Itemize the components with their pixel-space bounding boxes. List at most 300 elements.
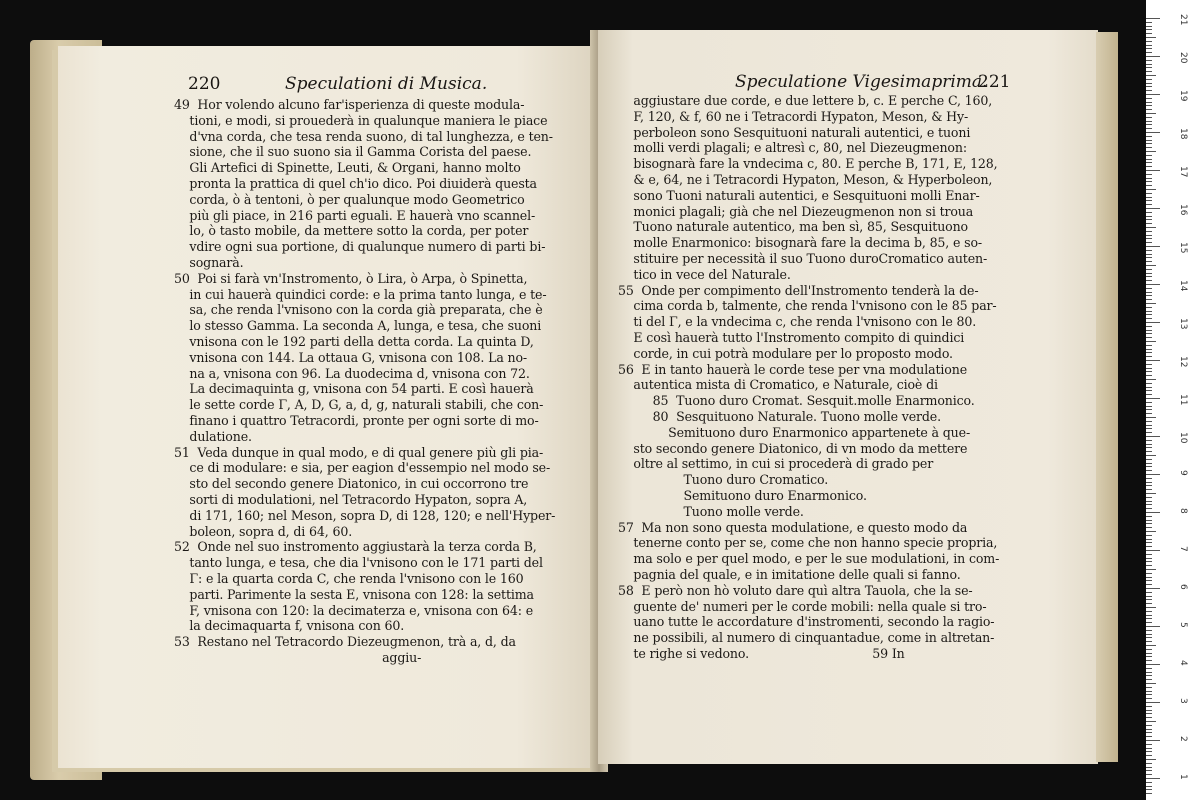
left-line: na a, vnisona con 96. La duodecima d, vnisona con 72. — [174, 365, 530, 381]
left-line: più gli piace, in 216 parti eguali. E hauerà vno scannel- — [174, 207, 536, 223]
left-line: 50 Poi si farà vn'Instromento, ò Lira, ò Arpa, ò Spinetta, — [174, 270, 528, 286]
ruler-tick — [1146, 451, 1152, 452]
left-line: parti. Parimente la sesta E, vnisona con 128: la settima — [174, 586, 534, 602]
right-line: Tuono duro Cromatico. — [618, 472, 829, 488]
ruler-tick — [1146, 33, 1152, 34]
ruler-tick — [1146, 531, 1156, 532]
ruler-tick — [1146, 238, 1152, 239]
ruler-tick — [1146, 41, 1152, 42]
ruler-tick — [1146, 56, 1160, 57]
left-line: F, vnisona con 120: la decimaterza e, vnisona con 64: e — [174, 602, 534, 618]
right-line: tenerne conto per se, come che non hanno specie propria, — [618, 535, 998, 551]
right-line: molle Enarmonico: bisognarà fare la decima b, 85, e so- — [618, 235, 983, 251]
ruler-tick — [1146, 421, 1152, 422]
left-line: dulatione. — [174, 428, 252, 444]
ruler-tick — [1146, 178, 1152, 179]
right-line: stituire per necessità il suo Tuono duroCromatico auten- — [618, 250, 988, 266]
ruler-tick — [1146, 349, 1152, 350]
left-line: tanto lunga, e tesa, che dia l'vnisono con le 171 parti del — [174, 555, 543, 571]
ruler-tick — [1146, 265, 1156, 266]
ruler-tick — [1146, 90, 1152, 91]
ruler-tick — [1146, 86, 1152, 87]
ruler-tick — [1146, 535, 1152, 536]
ruler-tick — [1146, 318, 1152, 319]
left-page-text — [174, 97, 555, 666]
right-line: tico in vece del Naturale. — [618, 266, 791, 282]
ruler-tick — [1146, 687, 1152, 688]
ruler-tick — [1146, 713, 1152, 714]
ruler-tick — [1146, 520, 1152, 521]
ruler-tick — [1146, 729, 1152, 730]
ruler-tick — [1146, 645, 1156, 646]
ruler-tick — [1146, 622, 1152, 623]
ruler-tick — [1146, 303, 1156, 304]
ruler-tick — [1146, 691, 1152, 692]
left-line: 52 Onde nel suo instromento aggiustarà la terza corda B, — [174, 539, 537, 555]
ruler-tick — [1146, 371, 1152, 372]
ruler-tick — [1146, 679, 1152, 680]
ruler-tick — [1146, 675, 1152, 676]
right-line: E così hauerà tutto l'Instromento compito di quindici — [618, 329, 965, 345]
left-line: finano i quattro Tetracordi, pronte per ogni sorte di mo- — [174, 412, 539, 428]
ruler-tick — [1146, 683, 1156, 684]
ruler-label: 14 — [1178, 280, 1188, 292]
ruler-tick — [1146, 413, 1152, 414]
ruler-tick — [1146, 717, 1152, 718]
ruler-tick — [1146, 436, 1160, 437]
ruler-tick — [1146, 136, 1152, 137]
ruler-tick — [1146, 653, 1152, 654]
right-line: 57 Ma non sono questa modulatione, e questo modo da — [618, 519, 968, 535]
ruler-tick — [1146, 375, 1152, 376]
ruler-label: 6 — [1178, 584, 1188, 590]
left-line: di 171, 160; nel Meson, sopra D, di 128, 120; e nell'Hyper- — [174, 507, 556, 523]
left-line: 49 Hor volendo alcuno far'isperienza di queste modula- — [174, 97, 525, 112]
ruler-label: 4 — [1178, 660, 1188, 666]
ruler-tick — [1146, 626, 1160, 627]
ruler-tick — [1146, 409, 1152, 410]
ruler-tick — [1146, 740, 1160, 741]
ruler-label: 17 — [1178, 166, 1188, 178]
left-line: Gli Artefici di Spinette, Leuti, & Organi, hanno molto — [174, 160, 521, 176]
ruler-tick — [1146, 98, 1152, 99]
ruler-tick — [1146, 755, 1152, 756]
ruler-tick — [1146, 208, 1160, 209]
ruler-tick — [1146, 588, 1160, 589]
ruler-tick — [1146, 767, 1152, 768]
ruler-tick — [1146, 470, 1152, 471]
ruler-tick — [1146, 660, 1152, 661]
ruler-tick — [1146, 273, 1152, 274]
ruler-tick — [1146, 508, 1152, 509]
ruler-tick — [1146, 793, 1152, 794]
ruler-tick — [1146, 702, 1160, 703]
right-line: & e, 64, ne i Tetracordi Hypaton, Meson, & Hyperboleon, — [618, 171, 993, 187]
ruler-tick — [1146, 634, 1152, 635]
ruler-label: 10 — [1178, 432, 1188, 444]
ruler-tick — [1146, 216, 1152, 217]
right-line: cima corda b, talmente, che renda l'vnisono con le 85 par- — [618, 298, 997, 314]
right-line: Semituono duro Enarmonico. — [618, 487, 867, 503]
ruler-tick — [1146, 124, 1152, 125]
ruler-tick — [1146, 284, 1160, 285]
ruler-tick — [1146, 94, 1160, 95]
ruler-tick — [1146, 778, 1160, 779]
ruler-tick — [1146, 235, 1152, 236]
ruler-tick — [1146, 493, 1156, 494]
ruler-tick — [1146, 394, 1152, 395]
ruler-tick — [1146, 109, 1152, 110]
left-running-head: Speculationi di Musica. — [285, 74, 488, 94]
ruler-label: 9 — [1178, 470, 1188, 476]
ruler-tick — [1146, 550, 1160, 551]
ruler-tick — [1146, 326, 1152, 327]
ruler-tick — [1146, 197, 1152, 198]
ruler-tick — [1146, 193, 1152, 194]
ruler-tick — [1146, 751, 1152, 752]
ruler-tick — [1146, 770, 1152, 771]
ruler-tick — [1146, 314, 1152, 315]
ruler-tick — [1146, 474, 1160, 475]
ruler-tick — [1146, 478, 1152, 479]
right-line: Tuono naturale autentico, ma ben sì, 85, Sesquituono — [618, 219, 968, 235]
ruler-tick — [1146, 402, 1152, 403]
right-line: monici plagali; già che nel Diezeugmenon non si troua — [618, 203, 974, 219]
ruler-tick — [1146, 29, 1152, 30]
right-line: sono Tuoni naturali autentici, e Sesquituoni molli Enar- — [618, 187, 980, 203]
left-line: sione, che il suo suono sia il Gamma Corista del paese. — [174, 144, 532, 160]
ruler-tick — [1146, 352, 1152, 353]
ruler-tick — [1146, 128, 1152, 129]
ruler-tick — [1146, 322, 1160, 323]
ruler-tick — [1146, 539, 1152, 540]
ruler-tick — [1146, 406, 1152, 407]
ruler-tick — [1146, 523, 1152, 524]
ruler-tick — [1146, 276, 1152, 277]
ruler-tick — [1146, 45, 1152, 46]
ruler-tick — [1146, 356, 1152, 357]
left-line: corda, ò à tentoni, ò per qualunque modo Geometrico — [174, 191, 525, 207]
ruler-tick — [1146, 299, 1152, 300]
ruler-tick — [1146, 341, 1156, 342]
ruler-tick — [1146, 113, 1156, 114]
right-line: te righe si vedono. 59 In — [618, 645, 905, 661]
right-line: 58 E però non hò voluto dare quì altra Tauola, che la se- — [618, 582, 973, 598]
ruler-tick — [1146, 603, 1152, 604]
right-line: molli verdi plagali; e altresì c, 80, nel Diezeugmenon: — [618, 140, 967, 156]
ruler-label: 8 — [1178, 508, 1188, 514]
ruler-tick — [1146, 189, 1156, 190]
ruler-tick — [1146, 596, 1152, 597]
ruler-tick — [1146, 60, 1152, 61]
ruler-tick — [1146, 219, 1152, 220]
ruler-tick — [1146, 246, 1160, 247]
left-line: vnisona con le 192 parti della detta corda. La quinta D, — [174, 333, 534, 349]
left-line: lo stesso Gamma. La seconda A, lunga, e tesa, che suoni — [174, 318, 542, 334]
ruler-tick — [1146, 615, 1152, 616]
ruler-tick — [1146, 584, 1152, 585]
ruler-tick — [1146, 159, 1152, 160]
ruler-tick — [1146, 379, 1156, 380]
ruler-tick — [1146, 337, 1152, 338]
ruler-tick — [1146, 383, 1152, 384]
left-line: sorti di modulationi, nel Tetracordo Hypaton, sopra A, — [174, 491, 528, 507]
ruler-tick — [1146, 52, 1152, 53]
right-line: 56 E in tanto hauerà le corde tese per vna modulatione — [618, 361, 967, 377]
ruler-tick — [1146, 668, 1152, 669]
ruler-tick — [1146, 242, 1152, 243]
left-line: aggiu- — [174, 649, 422, 665]
ruler-tick — [1146, 151, 1156, 152]
ruler-label: 16 — [1178, 204, 1188, 216]
ruler-tick — [1146, 786, 1152, 787]
ruler-tick — [1146, 162, 1152, 163]
ruler-label: 19 — [1178, 90, 1188, 102]
ruler-tick — [1146, 782, 1152, 783]
right-page-number: 221 — [978, 72, 1011, 92]
ruler-tick — [1146, 561, 1152, 562]
ruler-tick — [1146, 748, 1152, 749]
left-line: pronta la prattica di quel ch'io dico. Poi diuiderà questa — [174, 175, 537, 191]
ruler-tick — [1146, 501, 1152, 502]
ruler-tick — [1146, 573, 1152, 574]
ruler-tick — [1146, 105, 1152, 106]
ruler-tick — [1146, 200, 1152, 201]
ruler-tick — [1146, 37, 1156, 38]
right-line: aggiustare due corde, e due lettere b, c. E perche C, 160, — [618, 93, 993, 108]
ruler-label: 12 — [1178, 356, 1188, 368]
ruler-tick — [1146, 744, 1152, 745]
ruler-tick — [1146, 565, 1152, 566]
ruler-tick — [1146, 447, 1152, 448]
left-line: 51 Veda dunque in qual modo, e di qual genere più gli pia- — [174, 444, 544, 460]
ruler-tick — [1146, 22, 1152, 23]
ruler-tick — [1146, 155, 1152, 156]
ruler-tick — [1146, 185, 1152, 186]
ruler-tick — [1146, 67, 1152, 68]
ruler-tick — [1146, 485, 1152, 486]
ruler-tick — [1146, 618, 1152, 619]
ruler-label: 13 — [1178, 318, 1188, 330]
ruler-label: 21 — [1178, 14, 1188, 26]
ruler-tick — [1146, 466, 1152, 467]
left-line: sto del secondo genere Diatonico, in cui occorrono tre — [174, 476, 529, 492]
right-line: autentica mista di Cromatico, e Naturale, cioè di — [618, 377, 938, 393]
ruler-tick — [1146, 425, 1152, 426]
ruler-label: 18 — [1178, 128, 1188, 140]
ruler-tick — [1146, 542, 1152, 543]
right-line: pagnia del quale, e in imitatione delle quali si fanno. — [618, 566, 961, 582]
ruler-tick — [1146, 417, 1156, 418]
right-line: 55 Onde per compimento dell'Instromento tenderà la de- — [618, 282, 979, 298]
ruler-tick — [1146, 546, 1152, 547]
ruler-tick — [1146, 261, 1152, 262]
ruler-tick — [1146, 174, 1152, 175]
ruler-tick — [1146, 166, 1152, 167]
ruler-tick — [1146, 223, 1152, 224]
ruler-tick — [1146, 516, 1152, 517]
ruler-tick — [1146, 656, 1152, 657]
ruler-tick — [1146, 307, 1152, 308]
ruler-tick — [1146, 664, 1160, 665]
ruler-tick — [1146, 592, 1152, 593]
ruler-tick — [1146, 257, 1152, 258]
ruler-tick — [1146, 102, 1152, 103]
ruler-tick — [1146, 345, 1152, 346]
left-page-number: 220 — [188, 74, 221, 94]
ruler-tick — [1146, 721, 1156, 722]
ruler-tick — [1146, 204, 1152, 205]
right-line: Tuono molle verde. — [618, 503, 804, 519]
left-line: sa, che renda l'vnisono con la corda già preparata, che è — [174, 302, 543, 318]
ruler-tick — [1146, 140, 1152, 141]
left-line: boleon, sopra d, di 64, 60. — [174, 523, 353, 539]
ruler-tick — [1146, 83, 1152, 84]
left-line: La decimaquinta g, vnisona con 54 parti. E così hauerà — [174, 381, 534, 397]
ruler-tick — [1146, 254, 1152, 255]
right-line: 80 Sesquituono Naturale. Tuono molle verde. — [618, 408, 941, 424]
ruler-tick — [1146, 698, 1152, 699]
ruler-label: 7 — [1178, 546, 1188, 552]
ruler-tick — [1146, 48, 1152, 49]
ruler-tick — [1146, 463, 1152, 464]
ruler-tick — [1146, 504, 1152, 505]
ruler-tick — [1146, 117, 1152, 118]
ruler-tick — [1146, 292, 1152, 293]
right-line: guente de' numeri per le corde mobili: nella quale si tro- — [618, 598, 987, 614]
ruler-tick — [1146, 360, 1160, 361]
ruler-tick — [1146, 732, 1152, 733]
ruler-tick — [1146, 288, 1152, 289]
right-line: 85 Tuono duro Cromat. Sesquit.molle Enarmonico. — [618, 393, 975, 409]
left-line: Γ: e la quarta corda C, che renda l'vnisono con le 160 — [174, 570, 524, 586]
right-line: ti del Γ, e la vndecima c, che renda l'vnisono con le 80. — [618, 314, 977, 330]
ruler-label: 20 — [1178, 52, 1188, 64]
ruler-tick — [1146, 212, 1152, 213]
ruler-tick — [1146, 280, 1152, 281]
ruler-tick — [1146, 170, 1160, 171]
ruler-tick — [1146, 364, 1152, 365]
ruler-tick — [1146, 649, 1152, 650]
ruler-tick — [1146, 26, 1152, 27]
ruler-tick — [1146, 181, 1152, 182]
ruler-label: 1 — [1178, 774, 1188, 780]
right-line: Semituono duro Enarmonico appartenete à que- — [618, 424, 971, 440]
ruler-tick — [1146, 311, 1152, 312]
left-line: vnisona con 144. La ottaua G, vnisona con 108. La no- — [174, 349, 528, 365]
ruler-tick — [1146, 763, 1152, 764]
right-line: ne possibili, al numero di cinquantadue, come in altretan- — [618, 630, 995, 646]
ruler-tick — [1146, 368, 1152, 369]
right-line: bisognarà fare la vndecima c, 80. E perche B, 171, E, 128, — [618, 156, 998, 172]
ruler-tick — [1146, 611, 1152, 612]
ruler-tick — [1146, 75, 1156, 76]
ruler-tick — [1146, 18, 1160, 19]
ruler-tick — [1146, 694, 1152, 695]
right-line: oltre al settimo, in cui si procederà di grado per — [618, 456, 934, 472]
ruler-tick — [1146, 227, 1156, 228]
ruler-tick — [1146, 398, 1160, 399]
ruler-label: 11 — [1178, 394, 1188, 406]
ruler-tick — [1146, 497, 1152, 498]
left-line: ce di modulare: e sia, per eagion d'essempio nel modo se- — [174, 460, 551, 476]
ruler-label: 2 — [1178, 736, 1188, 742]
right-line: corde, in cui potrà modulare per lo proposto modo. — [618, 345, 953, 361]
ruler-label: 15 — [1178, 242, 1188, 254]
ruler-tick — [1146, 630, 1152, 631]
left-line: tioni, e modi, si prouederà in qualunque maniera le piace — [174, 112, 548, 128]
ruler-tick — [1146, 489, 1152, 490]
ruler-tick — [1146, 269, 1152, 270]
page-block-edge-right — [1096, 32, 1118, 762]
ruler-tick — [1146, 79, 1152, 80]
ruler-tick — [1146, 527, 1152, 528]
ruler-tick — [1146, 554, 1152, 555]
ruler-tick — [1146, 330, 1152, 331]
left-line: la decimaquarta f, vnisona con 60. — [174, 618, 405, 634]
ruler-tick — [1146, 147, 1152, 148]
ruler-tick — [1146, 736, 1152, 737]
ruler-tick — [1146, 607, 1156, 608]
ruler-tick — [1146, 706, 1152, 707]
ruler-tick — [1146, 295, 1152, 296]
ruler-tick — [1146, 459, 1152, 460]
ruler-tick — [1146, 432, 1152, 433]
ruler-tick — [1146, 580, 1152, 581]
right-line: uano tutte le accordature d'instromenti, secondo la ragio- — [618, 614, 995, 630]
ruler-tick — [1146, 482, 1152, 483]
ruler-tick — [1146, 710, 1152, 711]
ruler-tick — [1146, 599, 1152, 600]
left-line: le sette corde Γ, A, D, G, a, d, g, naturali stabili, che con- — [174, 397, 544, 413]
ruler-label: 3 — [1178, 698, 1188, 704]
measurement-ruler — [1146, 0, 1200, 800]
right-line: F, 120, & f, 60 ne i Tetracordi Hypaton, Meson, & Hy- — [618, 108, 969, 124]
ruler-tick — [1146, 774, 1152, 775]
ruler-tick — [1146, 390, 1152, 391]
left-line: sognarà. — [174, 254, 244, 270]
left-line: in cui hauerà quindici corde: e la prima tanto lunga, e te- — [174, 286, 547, 302]
ruler-tick — [1146, 132, 1160, 133]
ruler-tick — [1146, 759, 1156, 760]
right-running-head: Speculatione Vigesimaprima. — [735, 72, 988, 92]
ruler-tick — [1146, 121, 1152, 122]
ruler-tick — [1146, 789, 1152, 790]
ruler-tick — [1146, 725, 1152, 726]
ruler-label: 5 — [1178, 622, 1188, 628]
left-line: lo, ò tasto mobile, da mettere sotto la corda, per poter — [174, 223, 529, 239]
right-line: perboleon sono Sesquituoni naturali autentici, e tuoni — [618, 124, 971, 140]
ruler-tick — [1146, 569, 1156, 570]
ruler-tick — [1146, 143, 1152, 144]
ruler-tick — [1146, 71, 1152, 72]
right-line: sto secondo genere Diatonico, di vn modo da mettere — [618, 440, 968, 456]
ruler-tick — [1146, 637, 1152, 638]
ruler-tick — [1146, 64, 1152, 65]
ruler-tick — [1146, 387, 1152, 388]
ruler-tick — [1146, 641, 1152, 642]
ruler-tick — [1146, 231, 1152, 232]
ruler-tick — [1146, 428, 1152, 429]
ruler-tick — [1146, 577, 1152, 578]
ruler-tick — [1146, 333, 1152, 334]
left-line: d'vna corda, che tesa renda suono, di tal lunghezza, e ten- — [174, 128, 553, 144]
ruler-tick — [1146, 440, 1152, 441]
right-page-text — [618, 93, 999, 662]
ruler-tick — [1146, 512, 1160, 513]
ruler-tick — [1146, 672, 1152, 673]
left-line: vdire ogni sua portione, di qualunque numero di parti bi- — [174, 239, 546, 255]
